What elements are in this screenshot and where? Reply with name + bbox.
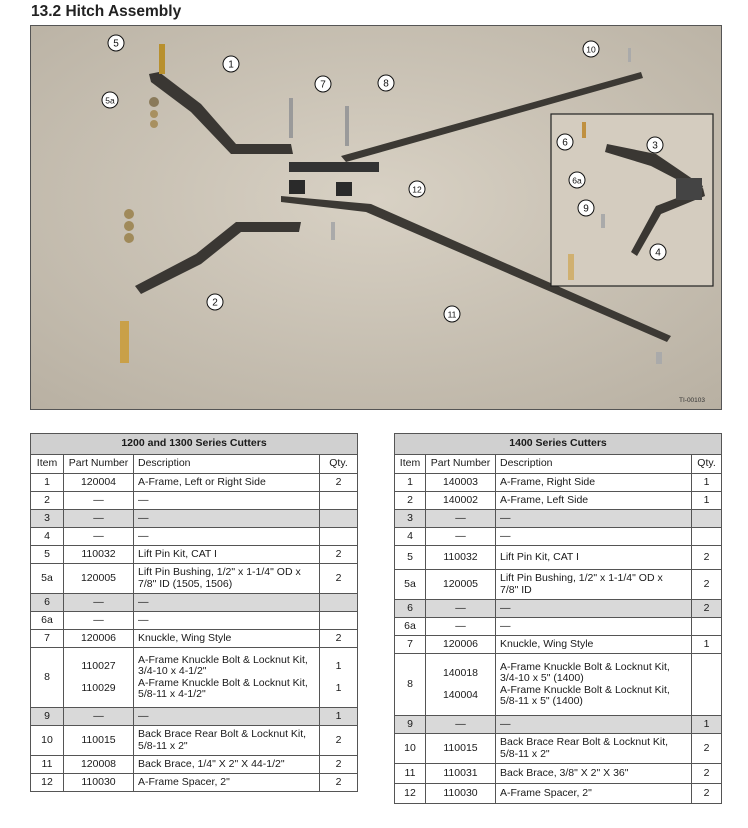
item-cell: 5a (31, 564, 64, 594)
part-number-cell-line: 110031 (443, 766, 478, 779)
part-number-cell (426, 600, 496, 618)
description-cell (134, 492, 320, 510)
description-cell (496, 636, 692, 654)
qty-cell-line: 2 (335, 631, 342, 644)
description-cell-line: 5/8-11 x 2" (138, 739, 188, 752)
table-body (395, 474, 722, 804)
table-body (31, 474, 358, 792)
part-number-cell (426, 474, 496, 492)
callout-label: 6 (562, 137, 568, 149)
part-number-cell-line: 120005 (442, 577, 479, 590)
description-cell (496, 570, 692, 600)
description-cell-line: Back Brace Rear Bolt & Locknut Kit, (500, 736, 669, 748)
item-cell: 5 (395, 546, 426, 570)
qty-cell-line: 2 (335, 571, 342, 584)
table-row (31, 612, 358, 630)
callout-label: 6a (572, 175, 582, 186)
qty-cell-line: 1 (335, 682, 342, 694)
lift-pin-lower (120, 321, 129, 363)
item-cell: 11 (395, 764, 426, 784)
description-cell (134, 528, 320, 546)
qty-cell (692, 618, 722, 636)
description-cell-line: — (138, 595, 149, 608)
qty-cell-line: 1 (703, 717, 710, 730)
description-cell (496, 546, 692, 570)
qty-cell (692, 764, 722, 784)
table-caption: 1200 and 1300 Series Cutters (31, 434, 358, 455)
item-cell: 11 (31, 756, 64, 774)
bolt-8b (345, 106, 349, 146)
knuckle-7 (289, 162, 379, 172)
callout-10 (583, 41, 599, 57)
part-number-cell-line: 120005 (80, 571, 117, 584)
header-description: Description (134, 455, 320, 474)
part-number-cell (64, 630, 134, 648)
callout-9 (578, 200, 594, 216)
table-row (395, 764, 722, 784)
table-row (31, 474, 358, 492)
callout-label: 8 (383, 78, 389, 90)
description-cell (496, 600, 692, 618)
description-cell-line: — (500, 601, 511, 614)
part-number-cell (64, 510, 134, 528)
item-cell: 10 (31, 726, 64, 756)
table-row (395, 654, 722, 716)
description-cell (496, 618, 692, 636)
callout-6a (569, 172, 585, 188)
qty-cell (320, 474, 358, 492)
description-cell-line: 5/8-11 x 2" (500, 747, 550, 760)
part-number-cell (64, 564, 134, 594)
callout-1 (223, 56, 239, 72)
part-number-cell-line: — (455, 619, 466, 632)
qty-cell-line: 2 (335, 757, 342, 770)
table-row (31, 726, 358, 756)
description-cell-line: — (138, 529, 149, 542)
callout-4 (650, 244, 666, 260)
description-cell (134, 546, 320, 564)
part-number-cell (64, 474, 134, 492)
hitch-assembly-photo (30, 25, 722, 410)
table-row (31, 774, 358, 792)
table-row (395, 734, 722, 764)
description-cell-line: — (500, 717, 511, 730)
description-cell-line: 7/8" ID (1505, 1506) (138, 577, 233, 590)
description-cell (134, 708, 320, 726)
description-cell-line: — (138, 709, 149, 722)
callout-8 (378, 75, 394, 91)
callout-label: 9 (583, 203, 589, 215)
qty-cell-line: 2 (703, 601, 710, 614)
bolt-10 (628, 48, 631, 62)
description-cell (496, 654, 692, 716)
item-cell: 3 (31, 510, 64, 528)
part-number-cell (426, 492, 496, 510)
qty-cell (692, 474, 722, 492)
part-number-cell (64, 594, 134, 612)
callout-3 (647, 137, 663, 153)
qty-cell (320, 708, 358, 726)
qty-cell-line: 2 (335, 775, 342, 788)
part-number-cell (426, 546, 496, 570)
callout-2 (207, 294, 223, 310)
table-row (31, 708, 358, 726)
qty-cell (692, 636, 722, 654)
callout-label: 12 (412, 184, 422, 195)
item-cell: 8 (31, 648, 64, 708)
description-cell (134, 612, 320, 630)
table-row (31, 630, 358, 648)
qty-cell (692, 492, 722, 510)
description-cell-line: 3/4-10 x 5" (1400) (500, 672, 584, 684)
qty-cell (692, 528, 722, 546)
qty-cell (692, 734, 722, 764)
part-number-cell-line: 140003 (442, 475, 479, 488)
description-cell-line: Knuckle, Wing Style (500, 637, 594, 650)
qty-cell (320, 594, 358, 612)
part-number-cell-line: — (93, 511, 104, 524)
table-row (395, 474, 722, 492)
description-cell-line: A-Frame Knuckle Bolt & Locknut Kit, (138, 653, 308, 666)
table-row (31, 756, 358, 774)
item-cell: 3 (395, 510, 426, 528)
item-cell: 6a (31, 612, 64, 630)
part-number-cell (426, 784, 496, 804)
qty-cell-line: 2 (703, 786, 710, 799)
callout-label: 10 (586, 44, 596, 55)
description-cell (496, 492, 692, 510)
qty-cell-line: 2 (335, 475, 342, 488)
description-cell-line: Back Brace Rear Bolt & Locknut Kit, (138, 728, 307, 740)
part-number-cell (426, 716, 496, 734)
header-qty: Qty. (692, 455, 722, 474)
header-item: Item (31, 455, 64, 474)
item-cell: 7 (395, 636, 426, 654)
description-cell (134, 630, 320, 648)
table-row (395, 784, 722, 804)
item-cell: 2 (31, 492, 64, 510)
qty-cell-line: 2 (703, 766, 710, 779)
description-cell (496, 528, 692, 546)
parts-table-1200-1300 (30, 433, 358, 792)
part-number-cell (426, 764, 496, 784)
description-cell-line: — (500, 529, 511, 542)
qty-cell-line: 2 (335, 733, 342, 746)
part-number-cell (426, 636, 496, 654)
qty-cell-line: 1 (335, 659, 342, 672)
part-number-cell (64, 756, 134, 774)
part-number-cell-line: — (93, 709, 104, 722)
part-number-cell-line: — (93, 595, 104, 608)
description-cell-line: A-Frame Knuckle Bolt & Locknut Kit, (138, 676, 308, 689)
description-cell-line: A-Frame Knuckle Bolt & Locknut Kit, (500, 683, 670, 696)
description-cell (134, 756, 320, 774)
part-number-cell (64, 774, 134, 792)
part-number-cell (64, 528, 134, 546)
table-row (395, 716, 722, 734)
qty-cell (692, 546, 722, 570)
description-cell-line: — (500, 511, 511, 524)
description-cell-line: Lift Pin Bushing, 1/2" x 1-1/4" OD x (500, 572, 663, 584)
qty-cell (320, 630, 358, 648)
table-row (31, 546, 358, 564)
description-cell-line: A-Frame Spacer, 2" (138, 775, 230, 788)
description-cell-line: 7/8" ID (500, 583, 532, 596)
callout-label: 5a (105, 95, 115, 106)
header-part-number: Part Number (64, 455, 134, 474)
callout-label: 3 (652, 140, 658, 152)
item-cell: 12 (395, 784, 426, 804)
part-number-cell (426, 528, 496, 546)
description-cell (496, 734, 692, 764)
part-number-cell-line: — (455, 529, 466, 542)
part-number-cell-line: 110030 (443, 786, 478, 799)
item-cell: 12 (31, 774, 64, 792)
description-cell (134, 774, 320, 792)
qty-cell (692, 654, 722, 716)
table-caption: 1400 Series Cutters (395, 434, 722, 455)
callout-label: 1 (228, 59, 234, 71)
qty-cell (692, 716, 722, 734)
description-cell-line: Lift Pin Kit, CAT I (138, 547, 217, 560)
part-number-cell (64, 612, 134, 630)
part-number-cell-line: 110032 (81, 547, 116, 560)
parts-table-1400 (394, 433, 722, 804)
part-number-cell-line: — (455, 717, 466, 730)
description-cell-line: A-Frame Spacer, 2" (500, 786, 592, 799)
qty-cell (320, 492, 358, 510)
qty-cell (320, 510, 358, 528)
description-cell-line: 3/4-10 x 4-1/2" (138, 665, 207, 677)
qty-cell-line: 1 (703, 475, 710, 488)
lift-pin-5 (159, 44, 165, 74)
header-part-number: Part Number (426, 455, 496, 474)
table-row (31, 564, 358, 594)
bolt-8a (289, 98, 293, 138)
part-number-cell (64, 492, 134, 510)
part-number-cell (64, 726, 134, 756)
qty-cell (320, 774, 358, 792)
callout-label: 2 (212, 297, 218, 309)
callout-label: 7 (320, 79, 326, 91)
part-number-cell-line: — (455, 511, 466, 524)
qty-cell (320, 564, 358, 594)
description-cell-line: A-Frame, Left or Right Side (138, 475, 266, 488)
item-cell: 5a (395, 570, 426, 600)
part-number-cell (426, 734, 496, 764)
item-cell: 1 (395, 474, 426, 492)
table-row (395, 492, 722, 510)
item-cell: 4 (31, 528, 64, 546)
part-number-cell-line: — (455, 601, 466, 614)
description-cell (134, 474, 320, 492)
callout-11 (444, 306, 460, 322)
exploded-parts-diagram (31, 26, 721, 409)
table-row (31, 648, 358, 708)
bushing-5a (149, 97, 159, 107)
part-number-cell-line: 120008 (80, 757, 117, 770)
item-cell: 5 (31, 546, 64, 564)
qty-cell (692, 570, 722, 600)
section-title: 13.2 Hitch Assembly (31, 3, 182, 20)
table-row (395, 510, 722, 528)
description-cell-line: A-Frame, Left Side (500, 493, 589, 506)
qty-cell (320, 546, 358, 564)
qty-cell (320, 726, 358, 756)
part-number-cell-line: 110027 (81, 659, 116, 672)
callout-5a (102, 92, 118, 108)
description-cell (496, 784, 692, 804)
qty-cell-line: 2 (703, 550, 710, 563)
item-cell: 9 (395, 716, 426, 734)
table-row (395, 618, 722, 636)
description-cell-line: Lift Pin Kit, CAT I (500, 550, 579, 563)
header-description: Description (496, 455, 692, 474)
table-row (395, 600, 722, 618)
description-cell (134, 726, 320, 756)
part-number-cell (426, 618, 496, 636)
qty-cell (320, 648, 358, 708)
header-item: Item (395, 455, 426, 474)
item-cell: 6 (395, 600, 426, 618)
part-number-cell (64, 648, 134, 708)
table-row (395, 570, 722, 600)
description-cell-line: Back Brace, 1/4" X 2" X 44-1/2" (138, 757, 285, 770)
qty-cell-line: 2 (703, 577, 710, 590)
spacer-12b (336, 182, 352, 196)
part-number-cell-line: 140002 (442, 493, 479, 506)
part-number-cell-line: 120006 (442, 637, 479, 650)
part-number-cell-line: — (93, 493, 104, 506)
description-cell-line: Back Brace, 3/8" X 2" X 36" (500, 766, 629, 779)
qty-cell-line: 1 (703, 637, 710, 650)
table-row (395, 636, 722, 654)
description-cell-line: A-Frame Knuckle Bolt & Locknut Kit, (500, 660, 670, 673)
table-row (395, 546, 722, 570)
callout-7 (315, 76, 331, 92)
part-number-cell-line: 110030 (81, 775, 116, 788)
part-number-cell (426, 510, 496, 528)
part-number-cell (64, 708, 134, 726)
table-row (395, 528, 722, 546)
table-row (31, 528, 358, 546)
description-cell-line: — (138, 511, 149, 524)
qty-cell (692, 600, 722, 618)
description-cell (134, 594, 320, 612)
qty-cell (692, 784, 722, 804)
description-cell (496, 764, 692, 784)
qty-cell (320, 528, 358, 546)
part-number-cell-line: 110029 (81, 682, 116, 694)
item-cell: 6 (31, 594, 64, 612)
part-number-cell-line: — (93, 529, 104, 542)
qty-cell-line: 1 (335, 709, 342, 722)
item-cell: 2 (395, 492, 426, 510)
callout-6 (557, 134, 573, 150)
description-cell-line: Lift Pin Bushing, 1/2" x 1-1/4" OD x (138, 566, 301, 578)
item-cell: 4 (395, 528, 426, 546)
image-id-label: TI-00103 (679, 397, 706, 404)
description-cell (134, 510, 320, 528)
description-cell-line: 5/8-11 x 5" (1400) (500, 695, 583, 707)
part-number-cell-line: 110015 (81, 733, 116, 746)
description-cell (134, 564, 320, 594)
table-row (31, 510, 358, 528)
part-number-cell-line: — (93, 613, 104, 626)
qty-cell-line: 2 (703, 741, 710, 754)
spacer-12a (289, 180, 305, 194)
item-cell: 10 (395, 734, 426, 764)
description-cell-line: 5/8-11 x 4-1/2" (138, 688, 206, 700)
part-number-cell-line: 110032 (443, 550, 478, 563)
callout-5 (108, 35, 124, 51)
callout-label: 11 (447, 309, 457, 320)
description-cell (496, 474, 692, 492)
description-cell (496, 716, 692, 734)
item-cell: 7 (31, 630, 64, 648)
part-number-cell (64, 546, 134, 564)
item-cell: 6a (395, 618, 426, 636)
item-cell: 8 (395, 654, 426, 716)
callout-label: 4 (655, 247, 661, 259)
part-number-cell-line: 120006 (80, 631, 117, 644)
description-cell-line: Knuckle, Wing Style (138, 631, 232, 644)
description-cell-line: A-Frame, Right Side (500, 475, 596, 488)
part-number-cell-line: 140004 (442, 689, 479, 701)
description-cell-line: — (138, 493, 149, 506)
description-cell-line: — (138, 613, 149, 626)
description-cell (496, 510, 692, 528)
qty-cell-line: 1 (703, 493, 710, 506)
header-qty: Qty. (320, 455, 358, 474)
qty-cell (320, 756, 358, 774)
part-number-cell-line: 140018 (442, 666, 479, 679)
part-number-cell (426, 570, 496, 600)
part-number-cell-line: 110015 (443, 741, 478, 754)
item-cell: 1 (31, 474, 64, 492)
qty-cell-line: 2 (335, 547, 342, 560)
description-cell-line: — (500, 619, 511, 632)
qty-cell (320, 612, 358, 630)
table-row (31, 594, 358, 612)
item-cell: 9 (31, 708, 64, 726)
part-number-cell (426, 654, 496, 716)
part-number-cell-line: 120004 (80, 475, 117, 488)
callout-12 (409, 181, 425, 197)
qty-cell (692, 510, 722, 528)
table-row (31, 492, 358, 510)
description-cell (134, 648, 320, 708)
callout-label: 5 (113, 38, 119, 50)
